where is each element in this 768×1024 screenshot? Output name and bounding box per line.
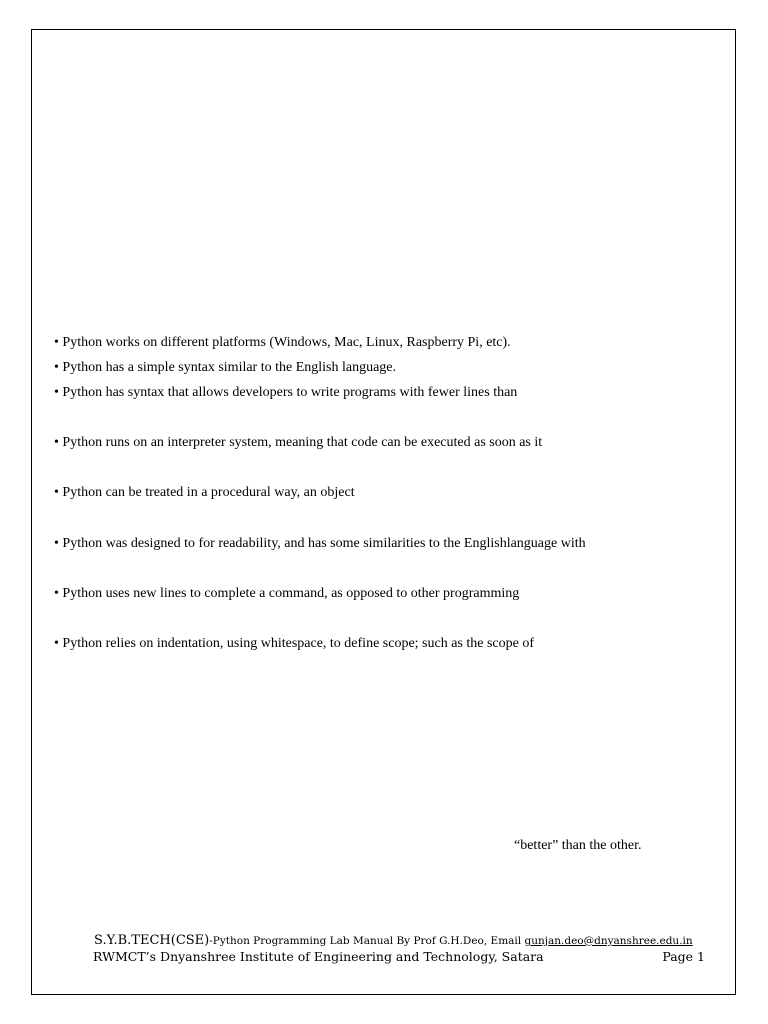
footer-line-2 xyxy=(93,948,705,965)
bullet-item: • Python can be treated in a procedural way, an object xyxy=(54,485,355,500)
footer-institute: RWMCT’s Dnyanshree Institute of Engineering and Technology, Satara xyxy=(93,949,544,964)
footer-description: -Python Programming Lab Manual By Prof G.H.Deo, Email xyxy=(209,935,525,947)
bullet-item: • Python runs on an interpreter system, meaning that code can be executed as soon as it xyxy=(54,435,543,450)
footer-line-1 xyxy=(94,931,693,949)
bullet-item: • Python uses new lines to complete a command, as opposed to other programming xyxy=(54,586,520,601)
bullet-item: • Python has syntax that allows developers to write programs with fewer lines than xyxy=(54,385,518,400)
footer-page-number: Page 1 xyxy=(662,949,705,964)
bullet-item: • Python has a simple syntax similar to the English language. xyxy=(54,360,397,375)
bullet-item: • Python relies on indentation, using whitespace, to define scope; such as the scope of xyxy=(54,636,535,651)
bullet-item: • Python was designed to for readability, and has some similarities to the Englishlanguage with xyxy=(54,536,586,551)
bullet-item: • Python works on different platforms (Windows, Mac, Linux, Raspberry Pi, etc). xyxy=(54,335,511,350)
tail-text: “better” than the other. xyxy=(514,838,642,853)
footer-course: S.Y.B.TECH(CSE) xyxy=(94,933,210,948)
footer-email-link[interactable]: gunjan.deo@dnyanshree.edu.in xyxy=(524,935,693,947)
